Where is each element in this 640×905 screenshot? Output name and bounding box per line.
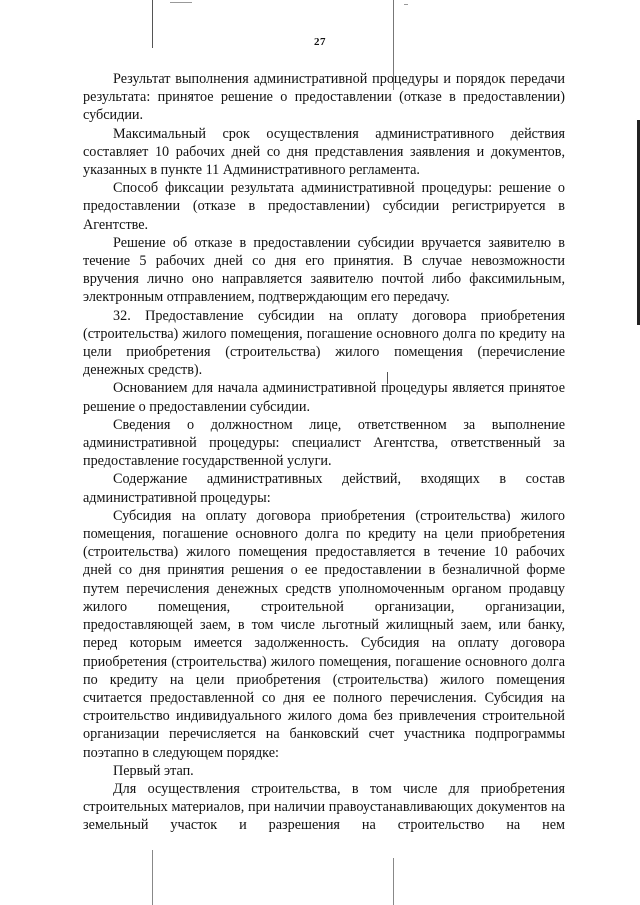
document-body xyxy=(83,70,565,835)
paragraph-subsidy-payment: Субсидия на оплату договора приобретения (строительства) жилого помещения, погашение основного долга по кредиту на цели приобретения (строительства) жилого помещения предоставляется в течение 10 рабочих дней со дня принятия решения о ее предоставлении в безналичной форме путем перечисления денежных средств уполномоченным органом продавцу жилого помещения, строительной организации, организации, предоставляющей заем, в том числе льготный жилищный заем, или банку, перед которым имеется задолженность. Субсидия на оплату договора приобретения (строительства) жилого помещения, погашение основного долга по кредиту на цели приобретения (строительства) жилого помещения считается предоставленной со дня ее полного перечисления. Субсидия на строительство индивидуального жилого дома без привлечения строительной организации перечисляется на банковский счет участника подпрограммы поэтапно в следующем порядке: xyxy=(83,507,565,761)
paragraph-first-stage: Первый этап. xyxy=(113,762,194,779)
paragraph-result: Результат выполнения административной процедуры и порядок передачи результата: принятое решение о предоставлении (отказе в предоставлении) субсидии. xyxy=(83,71,565,124)
scan-line-bottom-center xyxy=(393,858,394,905)
paragraph-actions-content: Содержание административных действий, входящих в состав административной процедуры: xyxy=(83,471,565,506)
paragraph-responsible-official: Сведения о должностном лице, ответственном за выполнение административной процедуры: специалист Агентства, ответственный за предоставление государственной услуги. xyxy=(83,416,565,470)
paragraph-refusal-delivery: Решение об отказе в предоставлении субсидии вручается заявителю в течение 5 рабочих дней со дня его принятия. В случае невозможности вручения лично оно направляется заявителю почтой либо факсимильным, электронным отправлением, подтверждающим его передачу. xyxy=(83,234,565,306)
paragraph-basis: Основанием для начала административной процедуры является принятое решение о предоставлении субсидии. xyxy=(83,380,565,415)
scan-line-top-mark xyxy=(170,2,192,3)
page-number: 27 xyxy=(314,36,326,48)
paragraph-fixation-method: Способ фиксации результата административной процедуры: решение о предоставлении (отказе в предоставлении) субсидии регистрируется в Агентстве. xyxy=(83,180,565,233)
scan-line-bottom-left xyxy=(152,850,153,905)
scan-line-top-tick xyxy=(404,4,408,5)
paragraph-max-term: Максимальный срок осуществления административного действия составляет 10 рабочих дней со дня представления заявления и документов, указанных в пункте 11 Административного регламента. xyxy=(83,125,565,179)
paragraph-clause-32: 32. Предоставление субсидии на оплату договора приобретения (строительства) жилого помещения, погашение основного долга по кредиту на цели приобретения (строительства) жилого помещения (перечисление денежных средств). xyxy=(83,307,565,379)
paragraph-construction: Для осуществления строительства, в том числе для приобретения строительных материалов, при наличии правоустанавливающих документов на земельный участок и разрешения на строительство на нем xyxy=(83,780,565,834)
